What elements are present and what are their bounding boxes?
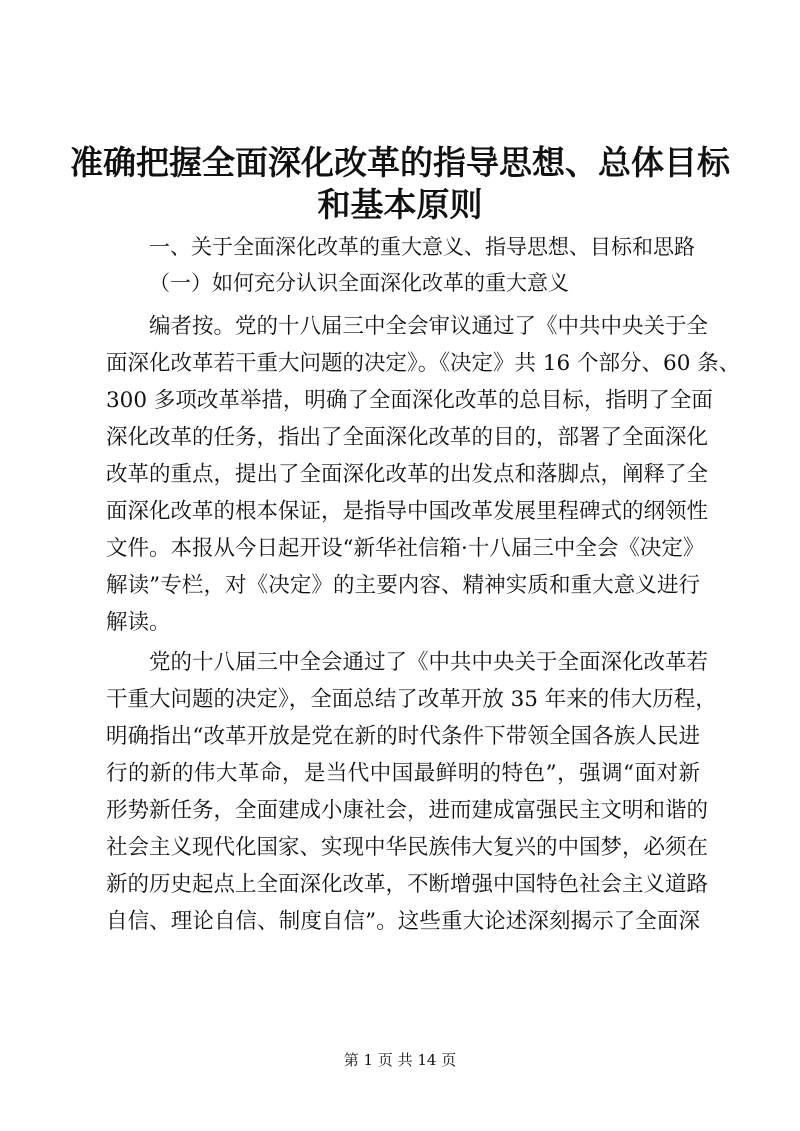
paragraph-line: 解读。: [106, 610, 171, 635]
subsection-heading: （一）如何充分认识全面深化改革的重大意义: [149, 271, 569, 295]
paragraph-line: 改革的重点，提出了全面深化改革的出发点和落脚点，阐释了全: [106, 462, 709, 487]
paragraph-line: 形势新任务，全面建成小康社会，进而建成富强民主文明和谐的: [106, 798, 709, 823]
paragraph-line: 自信、理论自信、制度自信”。这些重大论述深刻揭示了全面深: [106, 909, 700, 934]
paragraph-line: 新的历史起点上全面深化改革，不断增强中国特色社会主义道路: [106, 872, 709, 897]
document-title-line-2: 和基本原则: [317, 185, 483, 224]
paragraph-line: 300 多项改革举措，明确了全面深化改革的总目标，指明了全面: [106, 388, 713, 413]
document-title-line-1: 准确把握全面深化改革的指导思想、总体目标: [70, 143, 730, 182]
paragraph-line: 明确指出“改革开放是党在新的时代条件下带领全国各族人民进: [106, 724, 700, 749]
paragraph-line: 解读”专栏，对《决定》的主要内容、精神实质和重大意义进行: [106, 573, 700, 598]
page-number-footer: 第 1 页 共 14 页: [343, 1051, 457, 1069]
paragraph-line: 社会主义现代化国家、实现中华民族伟大复兴的中国梦，必须在: [106, 835, 709, 860]
paragraph-line: 编者按。党的十八届三中全会审议通过了《中共中央关于全: [149, 314, 709, 339]
paragraph-line: 面深化改革的根本保证，是指导中国改革发展里程碑式的纲领性: [106, 499, 709, 524]
paragraph-line: 面深化改革若干重大问题的决定》。《决定》共 16 个部分、60 条、: [106, 351, 741, 376]
paragraph-line: 干重大问题的决定》，全面总结了改革开放 35 年来的伟大历程，: [106, 687, 717, 712]
paragraph-line: 行的新的伟大革命，是当代中国最鲜明的特色”，强调“面对新: [106, 761, 700, 786]
paragraph-line: 党的十八届三中全会通过了《中共中央关于全面深化改革若: [149, 650, 709, 675]
section-heading: 一、关于全面深化改革的重大意义、指导思想、目标和思路: [149, 235, 695, 259]
paragraph-line: 深化改革的任务，指出了全面深化改革的目的，部署了全面深化: [106, 425, 709, 450]
paragraph-line: 文件。本报从今日起开设“新华社信箱·十八届三中全会《决定》: [106, 536, 705, 561]
